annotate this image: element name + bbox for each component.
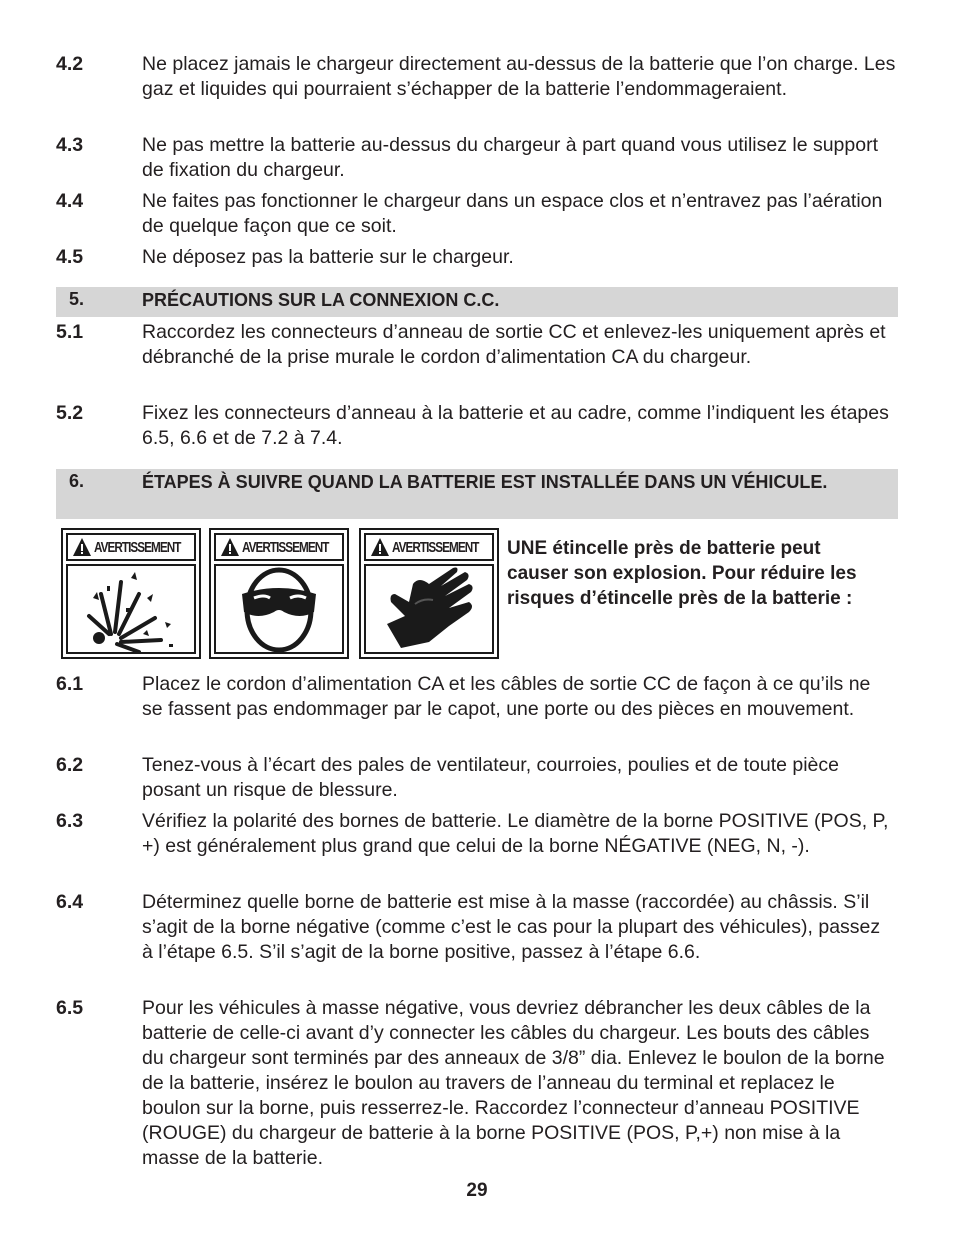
warning-triangle-icon <box>370 537 390 557</box>
warning-triangle-icon <box>220 537 240 557</box>
warning-label: AVERTISSEMENT <box>94 538 181 556</box>
item-4-5 <box>56 245 896 270</box>
item-text: Vérifiez la polarité des bornes de batterie. Le diamètre de la borne POSITIVE (POS, P, +) est généralement plus grand que celui de la borne NÉGATIVE (NEG, N, -). <box>142 810 889 857</box>
item-number: 6.4 <box>56 891 84 913</box>
warning-statement: UNE étincelle près de batterie peut causer son explosion. Pour réduire les risques d’étincelle près de la batterie : <box>507 538 857 609</box>
item-6-4 <box>56 890 896 965</box>
item-text: Ne placez jamais le chargeur directement au-dessus de la batterie que l’on charge. Les gaz et liquides qui pourraient s’échapper de la batterie l’endommageraient. <box>142 53 896 100</box>
page-number: 29 <box>466 1180 488 1201</box>
item-text: Ne pas mettre la batterie au-dessus du chargeur à part quand vous utilisez le support de fixation du chargeur. <box>142 134 879 181</box>
item-text: Ne déposez pas la batterie sur le chargeur. <box>142 246 514 268</box>
item-6-3 <box>56 809 896 859</box>
item-4-4 <box>56 189 896 239</box>
explosion-icon-frame <box>66 564 196 654</box>
item-number: 4.5 <box>56 246 84 268</box>
item-number: 5.1 <box>56 321 84 343</box>
item-number: 4.3 <box>56 134 84 156</box>
item-number: 4.2 <box>56 53 84 75</box>
warning-label: AVERTISSEMENT <box>242 538 329 556</box>
item-number: 4.4 <box>56 190 84 212</box>
item-5-2 <box>56 401 896 451</box>
warning-explosion <box>61 528 201 659</box>
protective-glove-icon <box>379 564 479 654</box>
item-text: Ne faites pas fonctionner le chargeur dans un espace clos et n’entravez pas l’aération de quelque façon que ce soit. <box>142 190 883 237</box>
warning-header <box>214 533 344 561</box>
section-title: PRÉCAUTIONS SUR LA CONNEXION C.C. <box>142 290 500 310</box>
warning-label: AVERTISSEMENT <box>392 538 479 556</box>
warning-triangle-icon <box>72 537 92 557</box>
section-number: 6. <box>69 471 85 491</box>
item-number: 6.3 <box>56 810 84 832</box>
warning-hand-protection <box>359 528 499 659</box>
item-4-2 <box>56 52 896 102</box>
section-number: 5. <box>69 289 85 309</box>
item-text: Tenez-vous à l’écart des pales de ventilateur, courroies, poulies et de toute pièce posant un risque de blessure. <box>142 754 840 801</box>
glove-icon-frame <box>364 564 494 654</box>
section-5-header <box>56 287 898 317</box>
warning-header <box>66 533 196 561</box>
item-6-1 <box>56 672 896 722</box>
item-6-5 <box>56 996 896 1171</box>
safety-goggles-icon <box>234 564 324 654</box>
warning-header <box>364 533 494 561</box>
item-text: Placez le cordon d’alimentation CA et les câbles de sortie CC de façon à ce qu’ils ne se fassent pas endommager par le capot, une porte ou des pièces en mouvement. <box>142 673 871 720</box>
item-number: 6.5 <box>56 997 84 1019</box>
goggles-icon-frame <box>214 564 344 654</box>
item-number: 6.1 <box>56 673 84 695</box>
item-number: 6.2 <box>56 754 84 776</box>
explosion-icon <box>81 564 181 654</box>
section-6-header <box>56 469 898 519</box>
item-text: Raccordez les connecteurs d’anneau de sortie CC et enlevez-les uniquement après et débranché de la prise murale le cordon d’alimentation CA du chargeur. <box>142 321 886 368</box>
item-text: Déterminez quelle borne de batterie est mise à la masse (raccordée) au châssis. S’il s’agit de la borne négative (comme c’est le cas pour la plupart des véhicules), passez à l’étape 6.5. S’il s’agit de la borne positive, passez à l’étape 6.6. <box>142 891 881 963</box>
item-5-1 <box>56 320 896 370</box>
item-6-2 <box>56 753 896 803</box>
item-text: Fixez les connecteurs d’anneau à la batterie et au cadre, comme l’indiquent les étapes 6.5, 6.6 et de 7.2 à 7.4. <box>142 402 889 449</box>
warning-eye-protection <box>209 528 349 659</box>
section-title: ÉTAPES À SUIVRE QUAND LA BATTERIE EST INSTALLÉE DANS UN VÉHICULE. <box>142 472 828 492</box>
item-4-3 <box>56 133 896 183</box>
item-text: Pour les véhicules à masse négative, vous devriez débrancher les deux câbles de la batterie de celle-ci avant d’y connecter les câbles du chargeur. Les bouts des câbles du chargeur sont terminés par des anneaux de 3/8” dia. Enlevez le boulon de la borne de la batterie, insérez le boulon au travers de l’anneau du terminal et replacez le boulon sur la borne, puis resserrez-le. Raccordez l’connecteur d’anneau POSITIVE (ROUGE) du chargeur de batterie à la borne POSITIVE (POS, P,+) non mise à la masse de la batterie. <box>142 997 885 1169</box>
item-number: 5.2 <box>56 402 84 424</box>
